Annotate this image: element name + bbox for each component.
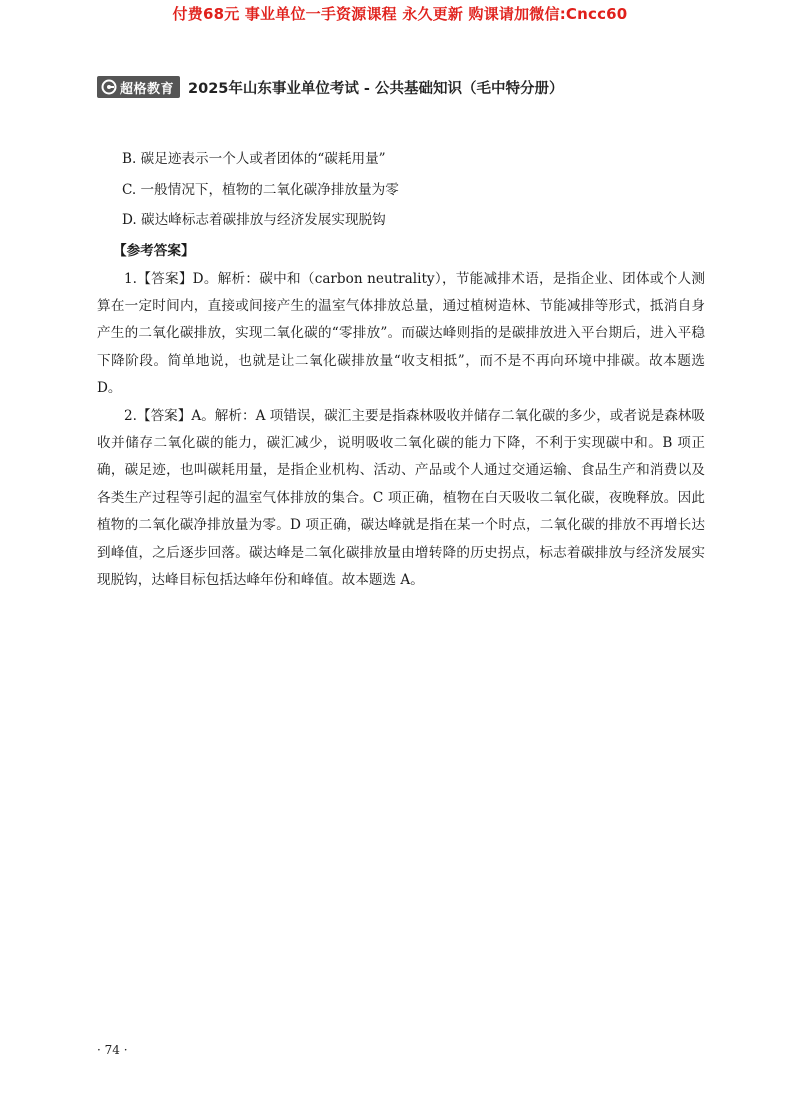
- document-body: [97, 146, 705, 594]
- option-d: D. 碳达峰标志着碳排放与经济发展实现脱钩: [122, 212, 386, 229]
- logo-text: 超格教育: [120, 81, 175, 97]
- answer-1: 1.【答案】D。解析：碳中和（carbon neutrality），节能减排术语，是指企业、团体或个人测算在一定时间内，直接或间接产生的温室气体排放总量，通过植树造林、节能减排等形式，抵消自身产生的二氧化碳排放，实现二氧化碳的“零排放”。而碳达峰则指的是碳排放进入平台期后，进入平稳下降阶段。简单地说，也就是让二氧化碳排放量“收支相抵”，而不是不再向环境中排碳。故本题选 D。: [97, 270, 705, 397]
- answer-2: 2.【答案】A。解析：A 项错误，碳汇主要是指森林吸收并储存二氧化碳的多少，或者说是森林吸收并储存二氧化碳的能力，碳汇减少，说明吸收二氧化碳的能力下降，不利于实现碳中和。B 项正确，碳足迹，也叫碳耗用量，是指企业机构、活动、产品或个人通过交通运输、食品生产和消费以及各类生产过程等引起的温室气体排放的集合。C 项正确，植物在白天吸收二氧化碳，夜晚释放。因此植物的二氧化碳净排放量为零。D 项正确，碳达峰就是指在某一个时点，二氧化碳的排放不再增长达到峰值，之后逐步回落。碳达峰是二氧化碳排放量由增转降的历史拐点，标志着碳排放与经济发展实现脱钩，达峰目标包括达峰年份和峰值。故本题选 A。: [97, 407, 705, 588]
- option-c: C. 一般情况下，植物的二氧化碳净排放量为零: [122, 181, 399, 198]
- brand-logo: [97, 76, 180, 98]
- answer-heading: 【参考答案】: [113, 243, 195, 260]
- brand-g-icon: [101, 79, 117, 95]
- book-title: 2025年山东事业单位考试 - 公共基础知识（毛中特分册）: [188, 80, 564, 97]
- page-number: · 74 ·: [97, 1043, 128, 1057]
- page-header: [97, 76, 563, 98]
- option-b: B. 碳足迹表示一个人或者团体的“碳耗用量”: [122, 151, 386, 167]
- promo-banner: 付费68元 事业单位一手资源课程 永久更新 购课请加微信:Cncc60: [172, 5, 628, 23]
